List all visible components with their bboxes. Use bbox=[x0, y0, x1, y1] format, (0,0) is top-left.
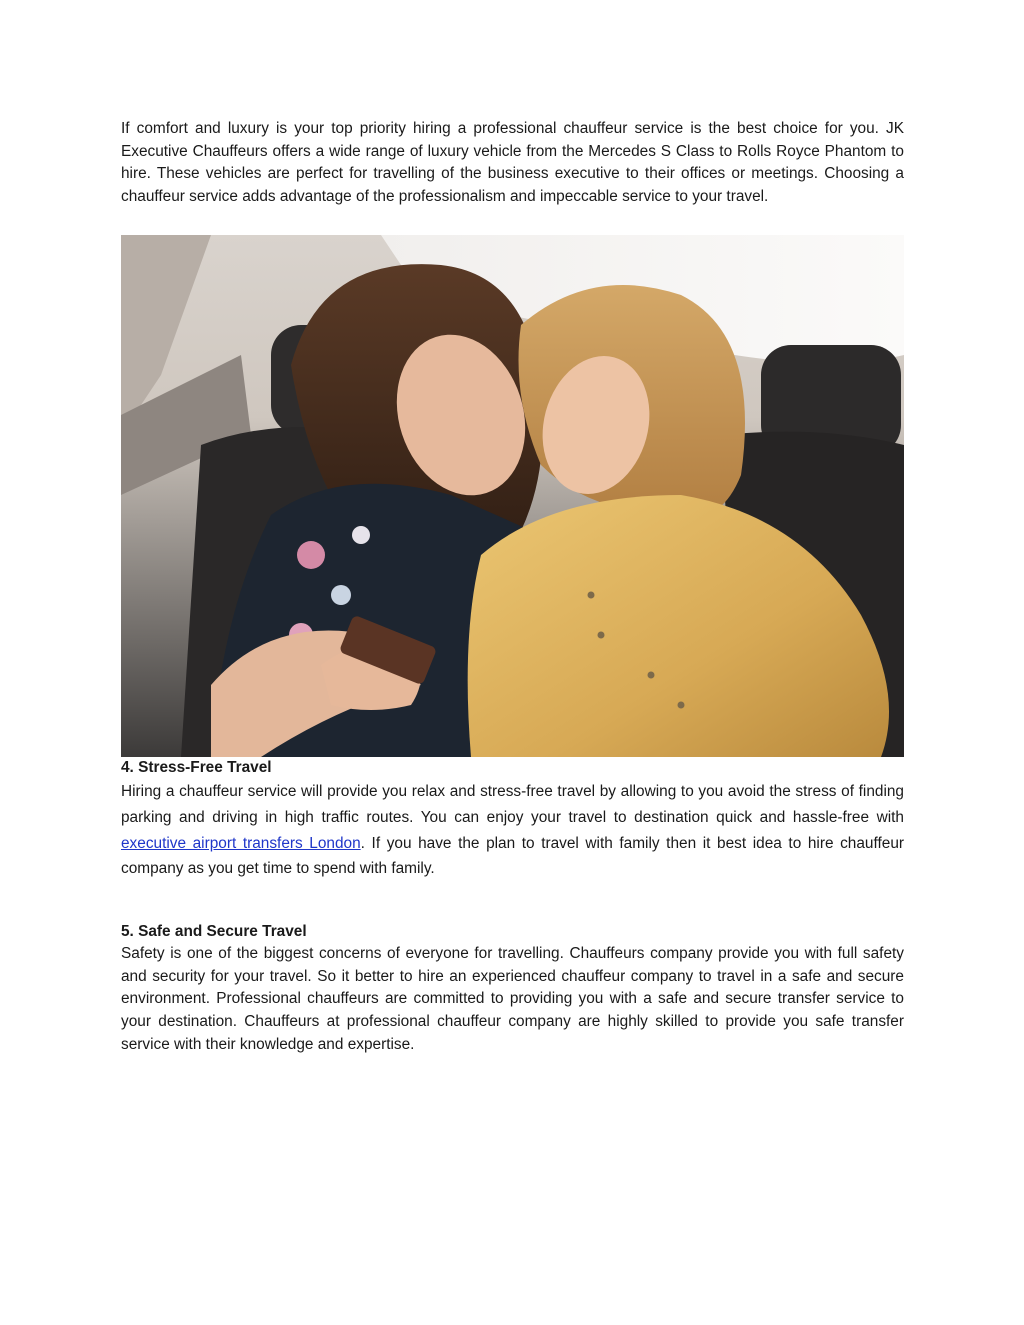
paragraph-text: . If you have the plan to travel with family then it best idea to hire chauffeur company as you get time to spend with family. bbox=[121, 834, 905, 878]
section-heading: 5. Safe and Secure Travel bbox=[121, 923, 307, 941]
paragraph-text: Hiring a chauffeur service will provide you relax and stress-free travel by allowing to you avoid the stress of finding parking and driving in high traffic routes. You can enjoy your travel to destination quick and hassle-free with bbox=[121, 783, 904, 827]
photo-two-women-in-car bbox=[121, 235, 904, 757]
section-heading: 4. Stress-Free Travel bbox=[121, 759, 272, 777]
section-safe-secure-travel bbox=[121, 921, 904, 1056]
section-paragraph: Safety is one of the biggest concerns of everyone for travelling. Chauffeurs company provide you with full safety and security for your travel. So it better to hire an experienced chauffeur company to travel in a safe and secure environment. Professional chauffeurs are committed to providing you with a safe and secure transfer service to your destination. Chauffeurs at professional chauffeur company are highly skilled to provide you safe transfer service with their knowledge and expertise. bbox=[121, 945, 904, 1053]
executive-airport-transfers-link[interactable]: executive airport transfers London bbox=[121, 834, 361, 852]
document-page bbox=[121, 118, 904, 1056]
section-stress-free-travel bbox=[121, 757, 904, 882]
section-paragraph bbox=[121, 779, 904, 882]
intro-paragraph: If comfort and luxury is your top priority hiring a professional chauffeur service is the best choice for you. JK Executive Chauffeurs offers a wide range of luxury vehicle from the Mercedes S Class to Rolls Royce Phantom to hire. These vehicles are perfect for travelling of the business executive to their offices or meetings. Choosing a chauffeur service adds advantage of the professionalism and impeccable service to your travel. bbox=[121, 120, 904, 205]
